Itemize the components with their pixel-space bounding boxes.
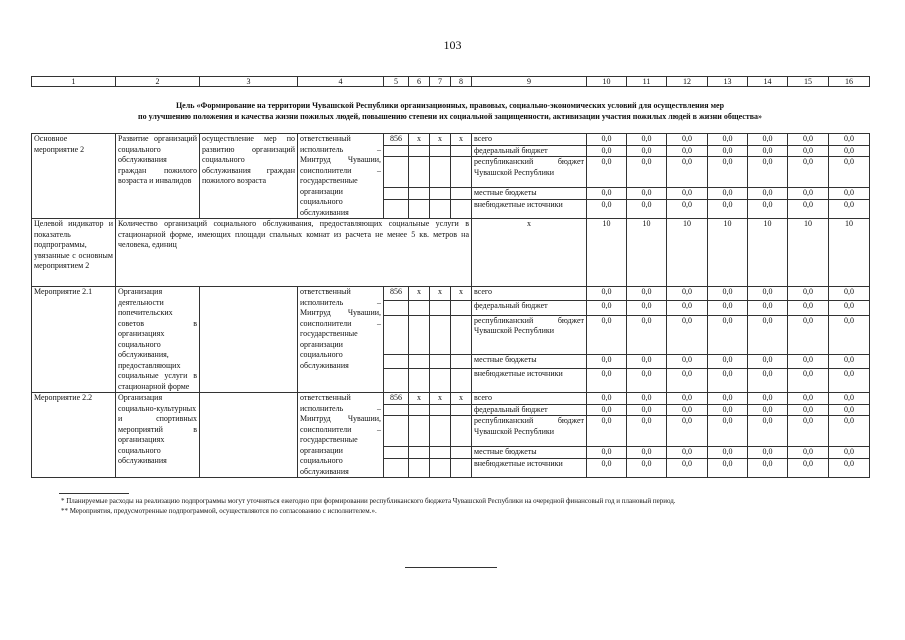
indicator-value: 10	[587, 219, 627, 287]
column-number: 7	[430, 77, 451, 87]
code-x: x	[430, 393, 451, 405]
funding-value: 0,0	[708, 354, 748, 368]
code-empty	[409, 157, 430, 188]
funding-value: 0,0	[788, 393, 829, 405]
funding-value: 0,0	[667, 393, 708, 405]
funding-value: 0,0	[627, 393, 667, 405]
funding-value: 0,0	[748, 354, 788, 368]
activity-name: Организация социально-культурных и спортивных мероприятий в организациях социального обслуживания	[116, 393, 200, 478]
funding-value: 0,0	[708, 199, 748, 218]
funding-value: 0,0	[667, 354, 708, 368]
funding-value: 0,0	[829, 199, 870, 218]
funding-value: 0,0	[667, 301, 708, 315]
funding-value: 0,0	[667, 134, 708, 146]
funding-value: 0,0	[587, 458, 627, 477]
indicator-value: 10	[829, 219, 870, 287]
funding-value: 0,0	[748, 369, 788, 393]
funding-source: республиканский бюджет Чувашской Республики	[472, 416, 587, 447]
budget-code: 856	[384, 393, 409, 405]
page-number: 103	[443, 38, 462, 52]
activity-tasks: осуществление мер по развитию организаций социального обслуживания граждан пожилого возраста	[200, 134, 298, 219]
footnote-2: ** Мероприятия, предусмотренные подпрограммой, осуществляются по согласованию с исполнителем.».	[61, 507, 377, 515]
budget-code: 856	[384, 287, 409, 301]
funding-value: 0,0	[829, 287, 870, 301]
code-empty	[409, 458, 430, 477]
code-empty	[384, 404, 409, 416]
budget-code: 856	[384, 134, 409, 146]
end-of-document-line	[405, 567, 497, 568]
code-empty	[430, 404, 451, 416]
code-x: x	[451, 287, 472, 301]
funding-value: 0,0	[748, 458, 788, 477]
funding-value: 0,0	[708, 447, 748, 459]
funding-value: 0,0	[748, 301, 788, 315]
code-empty	[451, 354, 472, 368]
funding-value: 0,0	[627, 404, 667, 416]
funding-source: всего	[472, 134, 587, 146]
funding-value: 0,0	[708, 393, 748, 405]
funding-value: 0,0	[587, 315, 627, 354]
code-empty	[409, 404, 430, 416]
funding-value: 0,0	[788, 354, 829, 368]
column-number: 6	[409, 77, 430, 87]
funding-value: 0,0	[748, 447, 788, 459]
code-x: x	[451, 134, 472, 146]
funding-value: 0,0	[788, 416, 829, 447]
funding-value: 0,0	[627, 157, 667, 188]
column-number: 8	[451, 77, 472, 87]
goal-heading	[31, 101, 869, 122]
column-number: 5	[384, 77, 409, 87]
funding-value: 0,0	[788, 404, 829, 416]
funding-value: 0,0	[708, 458, 748, 477]
code-empty	[384, 354, 409, 368]
funding-value: 0,0	[587, 354, 627, 368]
column-number: 2	[116, 77, 200, 87]
code-empty	[384, 416, 409, 447]
funding-value: 0,0	[748, 188, 788, 200]
funding-source: местные бюджеты	[472, 354, 587, 368]
code-empty	[384, 458, 409, 477]
code-empty	[409, 315, 430, 354]
code-empty	[430, 369, 451, 393]
funding-value: 0,0	[748, 145, 788, 157]
funding-value: 0,0	[587, 157, 627, 188]
code-empty	[451, 458, 472, 477]
funding-value: 0,0	[788, 134, 829, 146]
funding-value: 0,0	[587, 199, 627, 218]
funding-value: 0,0	[829, 145, 870, 157]
code-empty	[451, 447, 472, 459]
funding-value: 0,0	[829, 134, 870, 146]
column-number: 14	[748, 77, 788, 87]
funding-value: 0,0	[788, 301, 829, 315]
activity-name: Развитие организаций социального обслуживания граждан пожилого возраста и инвалидов	[116, 134, 200, 219]
column-number-header	[31, 76, 870, 87]
funding-value: 0,0	[708, 315, 748, 354]
funding-value: 0,0	[788, 458, 829, 477]
funding-value: 0,0	[788, 188, 829, 200]
code-empty	[384, 315, 409, 354]
code-empty	[451, 301, 472, 315]
funding-value: 0,0	[788, 157, 829, 188]
code-empty	[430, 157, 451, 188]
funding-value: 0,0	[587, 145, 627, 157]
indicator-value: 10	[627, 219, 667, 287]
funding-value: 0,0	[667, 404, 708, 416]
code-empty	[409, 354, 430, 368]
column-number: 3	[200, 77, 298, 87]
funding-source: внебюджетные источники	[472, 369, 587, 393]
column-number: 13	[708, 77, 748, 87]
indicator-value: 10	[667, 219, 708, 287]
funding-value: 0,0	[667, 199, 708, 218]
funding-value: 0,0	[627, 315, 667, 354]
funding-value: 0,0	[587, 369, 627, 393]
funding-source: республиканский бюджет Чувашской Республики	[472, 157, 587, 188]
code-x: x	[409, 287, 430, 301]
funding-value: 0,0	[587, 393, 627, 405]
funding-value: 0,0	[829, 458, 870, 477]
code-x: x	[430, 287, 451, 301]
funding-value: 0,0	[788, 369, 829, 393]
footnote-rule	[59, 493, 129, 494]
funding-value: 0,0	[667, 287, 708, 301]
code-empty	[430, 199, 451, 218]
indicator-text: Количество организаций социального обслуживания, предоставляющих социальные услуги в стационарной форме, имеющих площади спальных комнат из расчета не менее 5 кв. метров на человека, единиц	[116, 219, 472, 287]
funding-value: 0,0	[748, 416, 788, 447]
activity-executor: ответственный исполнитель – Минтруд Чувашии, соисполнители – государственные организации социального обслуживания	[298, 393, 384, 478]
funding-value: 0,0	[627, 134, 667, 146]
funding-value: 0,0	[829, 157, 870, 188]
funding-source: всего	[472, 287, 587, 301]
code-x: x	[409, 393, 430, 405]
funding-value: 0,0	[788, 447, 829, 459]
funding-source: внебюджетные источники	[472, 458, 587, 477]
code-empty	[409, 447, 430, 459]
funding-value: 0,0	[587, 301, 627, 315]
funding-value: 0,0	[627, 447, 667, 459]
activity-executor: ответственный исполнитель – Минтруд Чувашии, соисполнители – государственные организации социального обслуживания	[298, 134, 384, 219]
funding-value: 0,0	[829, 315, 870, 354]
indicator-title: Целевой индикатор и показатель подпрограммы, увязанные с основным мероприятием 2	[32, 219, 116, 287]
funding-value: 0,0	[667, 416, 708, 447]
code-empty	[409, 369, 430, 393]
goal-line-2: по улучшению положения и качества жизни пожилых людей, повышению степени их социальной защищенности, активизации участия пожилых людей в жизни общества»	[137, 111, 763, 121]
funding-value: 0,0	[829, 404, 870, 416]
code-empty	[430, 458, 451, 477]
goal-line-1: Цель «Формирование на территории Чувашской Республики организационных, правовых, социально-экономических условий для осуществления мер	[175, 101, 725, 110]
code-empty	[384, 199, 409, 218]
code-empty	[451, 157, 472, 188]
funding-value: 0,0	[587, 287, 627, 301]
code-empty	[451, 416, 472, 447]
indicator-value: 10	[748, 219, 788, 287]
funding-source: республиканский бюджет Чувашской Республики	[472, 315, 587, 354]
code-empty	[430, 188, 451, 200]
funding-value: 0,0	[708, 157, 748, 188]
activity-tasks	[200, 393, 298, 478]
code-empty	[384, 157, 409, 188]
funding-value: 0,0	[748, 134, 788, 146]
indicator-row	[32, 219, 870, 287]
funding-value: 0,0	[748, 157, 788, 188]
funding-value: 0,0	[829, 188, 870, 200]
funding-value: 0,0	[587, 404, 627, 416]
column-number: 10	[587, 77, 627, 87]
code-empty	[384, 145, 409, 157]
column-number: 4	[298, 77, 384, 87]
column-number: 12	[667, 77, 708, 87]
funding-value: 0,0	[708, 145, 748, 157]
code-empty	[384, 369, 409, 393]
code-empty	[430, 416, 451, 447]
code-x: x	[451, 393, 472, 405]
funding-value: 0,0	[587, 416, 627, 447]
code-empty	[409, 199, 430, 218]
funding-source: федеральный бюджет	[472, 404, 587, 416]
funding-value: 0,0	[627, 301, 667, 315]
indicator-value: 10	[708, 219, 748, 287]
funding-source: местные бюджеты	[472, 188, 587, 200]
funding-value: 0,0	[708, 404, 748, 416]
funding-value: 0,0	[708, 369, 748, 393]
funding-value: 0,0	[627, 199, 667, 218]
activity-title: Мероприятие 2.2	[32, 393, 116, 478]
funding-value: 0,0	[708, 416, 748, 447]
activity-tasks	[200, 287, 298, 393]
program-table	[31, 133, 870, 478]
code-empty	[451, 315, 472, 354]
funding-value: 0,0	[829, 447, 870, 459]
funding-source: всего	[472, 393, 587, 405]
code-empty	[451, 145, 472, 157]
code-empty	[451, 404, 472, 416]
code-empty	[409, 416, 430, 447]
column-number: 16	[829, 77, 870, 87]
funding-value: 0,0	[748, 199, 788, 218]
activity-executor: ответственный исполнитель – Минтруд Чувашии, соисполнители – государственные организации социального обслуживания	[298, 287, 384, 393]
funding-value: 0,0	[708, 134, 748, 146]
code-empty	[409, 301, 430, 315]
activity-title: Основное мероприятие 2	[32, 134, 116, 219]
funding-value: 0,0	[627, 369, 667, 393]
funding-value: 0,0	[708, 188, 748, 200]
code-x: x	[409, 134, 430, 146]
indicator-value: 10	[788, 219, 829, 287]
code-empty	[451, 199, 472, 218]
footnotes	[31, 493, 869, 516]
funding-value: 0,0	[748, 287, 788, 301]
code-empty	[430, 354, 451, 368]
funding-value: 0,0	[788, 315, 829, 354]
footnote-1: * Планируемые расходы на реализацию подпрограммы могут уточняться ежегодно при формировании республиканского бюджета Чувашской Республики на очередной финансовый год и плановый период.	[61, 497, 676, 505]
funding-value: 0,0	[829, 301, 870, 315]
funding-value: 0,0	[708, 287, 748, 301]
activity-name: Организация деятельности попечительских советов в организациях социального обслуживания, предоставляющих социальные услуги в стационарной форме	[116, 287, 200, 393]
funding-value: 0,0	[708, 301, 748, 315]
code-empty	[409, 188, 430, 200]
code-empty	[384, 301, 409, 315]
funding-value: 0,0	[587, 134, 627, 146]
financing-row	[32, 287, 870, 301]
funding-value: 0,0	[627, 287, 667, 301]
column-number: 1	[32, 77, 116, 87]
funding-value: 0,0	[627, 416, 667, 447]
column-number: 15	[788, 77, 829, 87]
code-empty	[409, 145, 430, 157]
funding-value: 0,0	[788, 145, 829, 157]
funding-value: 0,0	[667, 369, 708, 393]
funding-value: 0,0	[587, 447, 627, 459]
code-empty	[451, 188, 472, 200]
code-empty	[430, 447, 451, 459]
funding-value: 0,0	[667, 447, 708, 459]
funding-value: 0,0	[829, 354, 870, 368]
column-number: 11	[627, 77, 667, 87]
funding-value: 0,0	[829, 416, 870, 447]
funding-value: 0,0	[667, 315, 708, 354]
funding-value: 0,0	[829, 393, 870, 405]
code-empty	[430, 315, 451, 354]
code-x: x	[430, 134, 451, 146]
funding-value: 0,0	[788, 287, 829, 301]
code-empty	[384, 188, 409, 200]
column-number: 9	[472, 77, 587, 87]
funding-source: местные бюджеты	[472, 447, 587, 459]
financing-row	[32, 393, 870, 405]
funding-value: 0,0	[627, 145, 667, 157]
funding-source: федеральный бюджет	[472, 301, 587, 315]
funding-source: федеральный бюджет	[472, 145, 587, 157]
funding-value: 0,0	[748, 315, 788, 354]
funding-value: 0,0	[788, 199, 829, 218]
funding-value: 0,0	[748, 404, 788, 416]
funding-value: 0,0	[667, 145, 708, 157]
code-empty	[430, 145, 451, 157]
code-empty	[430, 301, 451, 315]
funding-value: 0,0	[667, 188, 708, 200]
activity-title: Мероприятие 2.1	[32, 287, 116, 393]
funding-value: 0,0	[667, 157, 708, 188]
funding-value: 0,0	[627, 188, 667, 200]
funding-value: 0,0	[587, 188, 627, 200]
indicator-x: x	[472, 219, 587, 287]
funding-value: 0,0	[748, 393, 788, 405]
funding-source: внебюджетные источники	[472, 199, 587, 218]
code-empty	[451, 369, 472, 393]
code-empty	[384, 447, 409, 459]
funding-value: 0,0	[667, 458, 708, 477]
funding-value: 0,0	[829, 369, 870, 393]
financing-row	[32, 134, 870, 146]
funding-value: 0,0	[627, 458, 667, 477]
funding-value: 0,0	[627, 354, 667, 368]
